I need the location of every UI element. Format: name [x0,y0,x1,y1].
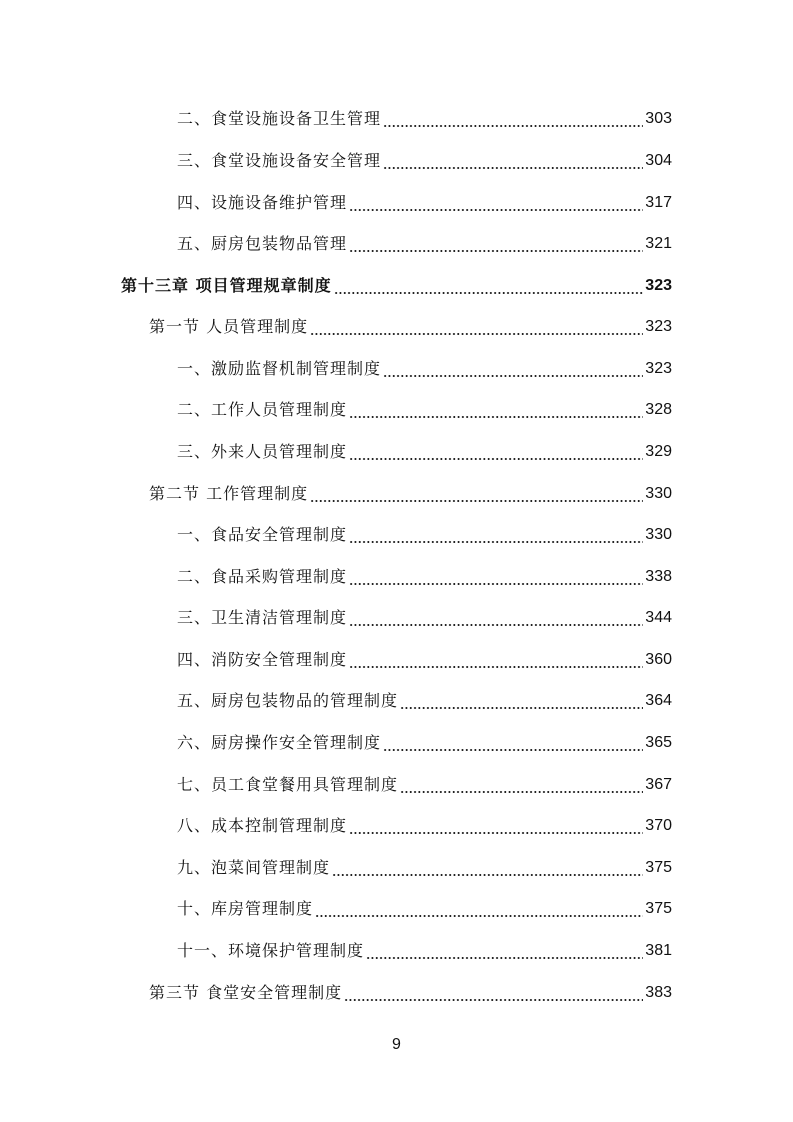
toc-dot-leader [383,359,643,379]
toc-dot-leader [349,193,643,213]
page-number: 9 [392,1036,401,1053]
toc-entry-title: 三、外来人员管理制度 [177,442,348,461]
toc-entry[interactable] [177,519,672,545]
toc-dot-leader [334,276,644,296]
toc-dot-leader [400,775,643,795]
toc-entry-page: 360 [645,651,672,668]
toc-dot-leader [349,442,643,462]
toc-entry-title: 第十三章 项目管理规章制度 [121,276,332,295]
toc-entry[interactable] [177,187,672,213]
toc-entry-title: 三、卫生清洁管理制度 [177,608,348,627]
toc-entry-page: 381 [645,942,672,959]
toc-section-entry[interactable] [149,478,672,504]
toc-entry-title: 第三节 食堂安全管理制度 [149,983,343,1002]
toc-entry-title: 四、设施设备维护管理 [177,193,348,212]
toc-section-entry[interactable] [149,977,672,1003]
toc-entry-title: 二、工作人员管理制度 [177,400,348,419]
toc-dot-leader [400,691,643,711]
toc-entry[interactable] [177,644,672,670]
toc-dot-leader [310,484,643,504]
toc-entry[interactable] [177,810,672,836]
toc-entry-page: 317 [645,194,672,211]
toc-entry-page: 344 [645,609,672,626]
toc-dot-leader [349,816,643,836]
toc-chapter-entry[interactable] [121,270,672,296]
toc-entry-page: 330 [645,485,672,502]
toc-dot-leader [344,983,643,1003]
toc-dot-leader [349,567,643,587]
toc-dot-leader [349,400,643,420]
toc-dot-leader [332,858,643,878]
toc-entry[interactable] [177,436,672,462]
toc-entry-title: 四、消防安全管理制度 [177,650,348,669]
toc-entry-page: 304 [645,152,672,169]
toc-entry-page: 375 [645,900,672,917]
toc-entry[interactable] [177,145,672,171]
toc-entry-title: 十一、环境保护管理制度 [177,941,365,960]
toc-entry-title: 五、厨房包装物品管理 [177,234,348,253]
toc-entry-title: 五、厨房包装物品的管理制度 [177,691,399,710]
toc-entry[interactable] [177,769,672,795]
toc-entry-title: 九、泡菜间管理制度 [177,858,331,877]
toc-entry[interactable] [177,353,672,379]
toc-entry-title: 七、员工食堂餐用具管理制度 [177,775,399,794]
toc-entry-page: 323 [645,318,672,335]
toc-dot-leader [349,525,643,545]
toc-entry-page: 329 [645,443,672,460]
toc-entry-page: 383 [645,984,672,1001]
toc-entry-page: 328 [645,401,672,418]
toc-entry-title: 八、成本控制管理制度 [177,816,348,835]
toc-entry-page: 364 [645,692,672,709]
toc-entry-page: 370 [645,817,672,834]
toc-entry-title: 三、食堂设施设备安全管理 [177,151,382,170]
toc-entry[interactable] [177,228,672,254]
toc-entry-page: 365 [645,734,672,751]
toc-dot-leader [349,608,643,628]
toc-entry[interactable] [177,852,672,878]
toc-entry-page: 323 [645,360,672,377]
toc-entry-page: 303 [645,110,672,127]
toc-dot-leader [366,941,643,961]
toc-entry-title: 一、激励监督机制管理制度 [177,359,382,378]
toc-entry-title: 第一节 人员管理制度 [149,317,309,336]
toc-entry-page: 321 [645,235,672,252]
toc-entry-page: 375 [645,859,672,876]
toc-entry[interactable] [177,602,672,628]
toc-section-entry[interactable] [149,311,672,337]
toc-dot-leader [315,899,643,919]
toc-entry-title: 二、食堂设施设备卫生管理 [177,109,382,128]
toc-dot-leader [310,317,643,337]
toc-dot-leader [349,234,643,254]
toc-entry-page: 330 [645,526,672,543]
toc-dot-leader [349,650,643,670]
toc-entry[interactable] [177,103,672,129]
toc-dot-leader [383,109,643,129]
toc-entry-title: 十、库房管理制度 [177,899,314,918]
toc-entry[interactable] [177,893,672,919]
toc-entry[interactable] [177,394,672,420]
toc-entry-title: 第二节 工作管理制度 [149,484,309,503]
toc-entry[interactable] [177,685,672,711]
toc-entry[interactable] [177,935,672,961]
toc-entry-title: 六、厨房操作安全管理制度 [177,733,382,752]
toc-entry-title: 二、食品采购管理制度 [177,567,348,586]
toc-entry-page: 367 [645,776,672,793]
toc-entry-page: 323 [645,277,672,294]
toc-dot-leader [383,733,643,753]
toc-dot-leader [383,151,643,171]
toc-entry-page: 338 [645,568,672,585]
toc-entry[interactable] [177,561,672,587]
toc-entry-title: 一、食品安全管理制度 [177,525,348,544]
toc-entry[interactable] [177,727,672,753]
